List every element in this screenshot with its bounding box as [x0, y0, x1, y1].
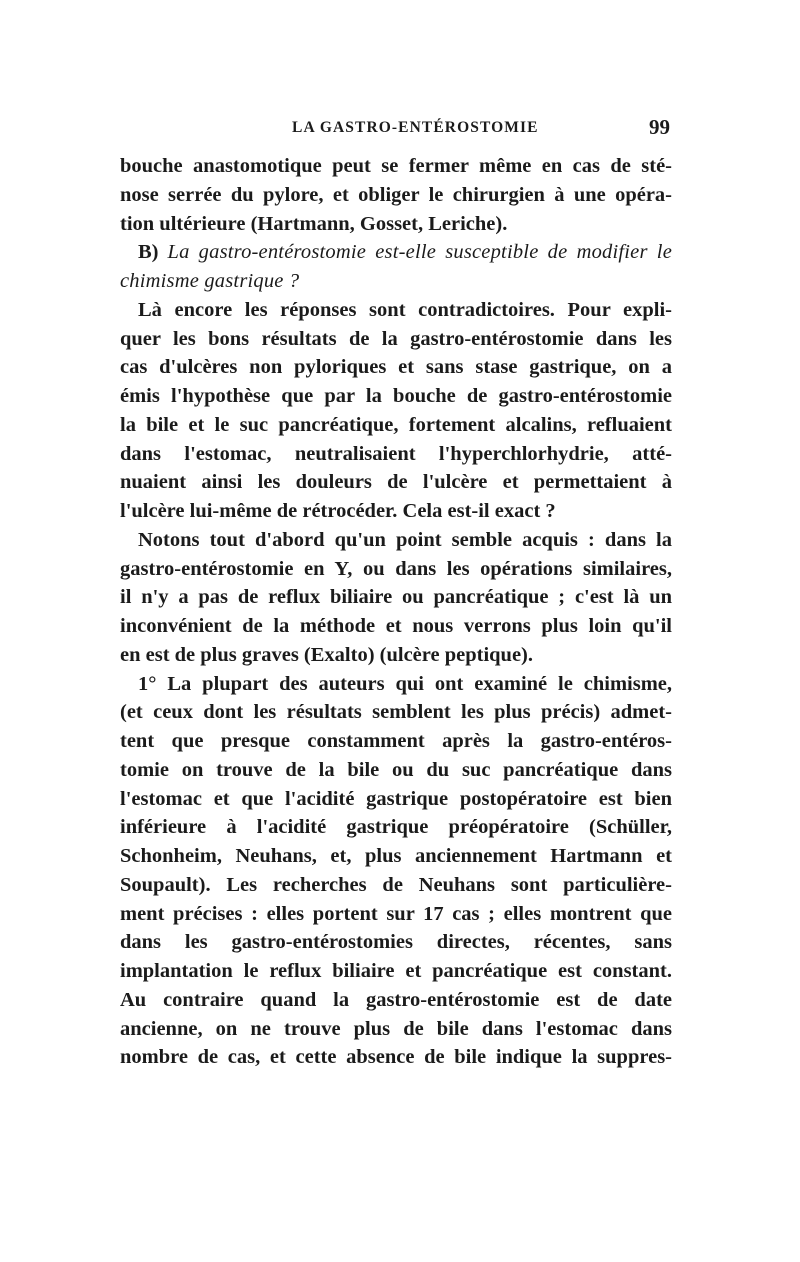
text-line: nombre de cas, et cette absence de bile indique la suppres-	[120, 1046, 672, 1069]
text-line: implantation le reflux biliaire et pancréatique est constant.	[120, 960, 672, 982]
text-line: l'ulcère lui-même de rétrocéder. Cela est-il exact ?	[120, 500, 556, 522]
text-line: l'estomac et que l'acidité gastrique postopératoire est bien	[120, 787, 672, 810]
text-line: inconvénient de la méthode et nous verrons plus loin qu'il	[120, 615, 672, 637]
text-line: cas d'ulcères non pyloriques et sans stase gastrique, on a	[120, 356, 672, 379]
text-line: tomie on trouve de la bile ou du suc pancréatique dans	[120, 758, 672, 781]
text-line: il n'y a pas de reflux biliaire ou pancréatique ; c'est là un	[120, 586, 672, 609]
text-line: tent que presque constamment après la gastro-entéros-	[120, 730, 672, 752]
text-line: tion ultérieure (Hartmann, Gosset, Leriche).	[120, 212, 508, 235]
text-line: inférieure à l'acidité gastrique préopératoire (Schüller,	[120, 816, 672, 839]
subheading-line	[120, 238, 672, 267]
text-line: Soupault). Les recherches de Neuhans sont particulière-	[120, 873, 672, 896]
text-line: Là encore les réponses sont contradictoires. Pour expli-	[138, 298, 672, 321]
text-line: (et ceux dont les résultats semblent les plus précis) admet-	[120, 701, 672, 724]
text-line: dans l'estomac, neutralisaient l'hyperchlorhydrie, atté-	[120, 442, 672, 465]
text-line: nose serrée du pylore, et obliger le chirurgien à une opéra-	[120, 183, 672, 206]
text-line: Au contraire quand la gastro-entérostomie est de date	[120, 988, 672, 1011]
text-line: en est de plus graves (Exalto) (ulcère peptique).	[120, 643, 534, 666]
page-number: 99	[649, 115, 670, 139]
text-line: 1° La plupart des auteurs qui ont examiné le chimisme,	[138, 672, 672, 695]
text-line: dans les gastro-entérostomies directes, récentes, sans	[120, 931, 672, 954]
text-line: Schonheim, Neuhans, et, plus anciennement Hartmann et	[120, 845, 672, 867]
text-line: nuaient ainsi les douleurs de l'ulcère et permettaient à	[120, 471, 672, 494]
section-marker: B)	[138, 241, 168, 264]
running-title: LA GASTRO-ENTÉROSTOMIE	[292, 119, 539, 136]
text-line: émis l'hypothèse que par la bouche de gastro-entérostomie	[120, 385, 672, 407]
text-line: ancienne, on ne trouve plus de bile dans l'estomac dans	[120, 1017, 672, 1040]
text-line: bouche anastomotique peut se fermer même en cas de sté-	[120, 155, 672, 177]
text-line: quer les bons résultats de la gastro-entérostomie dans les	[120, 327, 672, 350]
subheading-line	[120, 267, 672, 296]
text-line: Notons tout d'abord qu'un point semble acquis : dans la	[138, 528, 672, 551]
body-text	[120, 152, 672, 1072]
text-line: gastro-entérostomie en Y, ou dans les opérations similaires,	[120, 557, 672, 580]
text-line: ment précises : elles portent sur 17 cas ; elles montrent que	[120, 902, 672, 925]
section-question-italic: La gastro-entérostomie est-elle susceptible de modifier le	[167, 241, 672, 264]
text-line: la bile et le suc pancréatique, fortement alcalins, refluaient	[120, 413, 672, 436]
running-head	[120, 115, 672, 143]
section-question-italic: chimisme gastrique ?	[120, 270, 300, 292]
